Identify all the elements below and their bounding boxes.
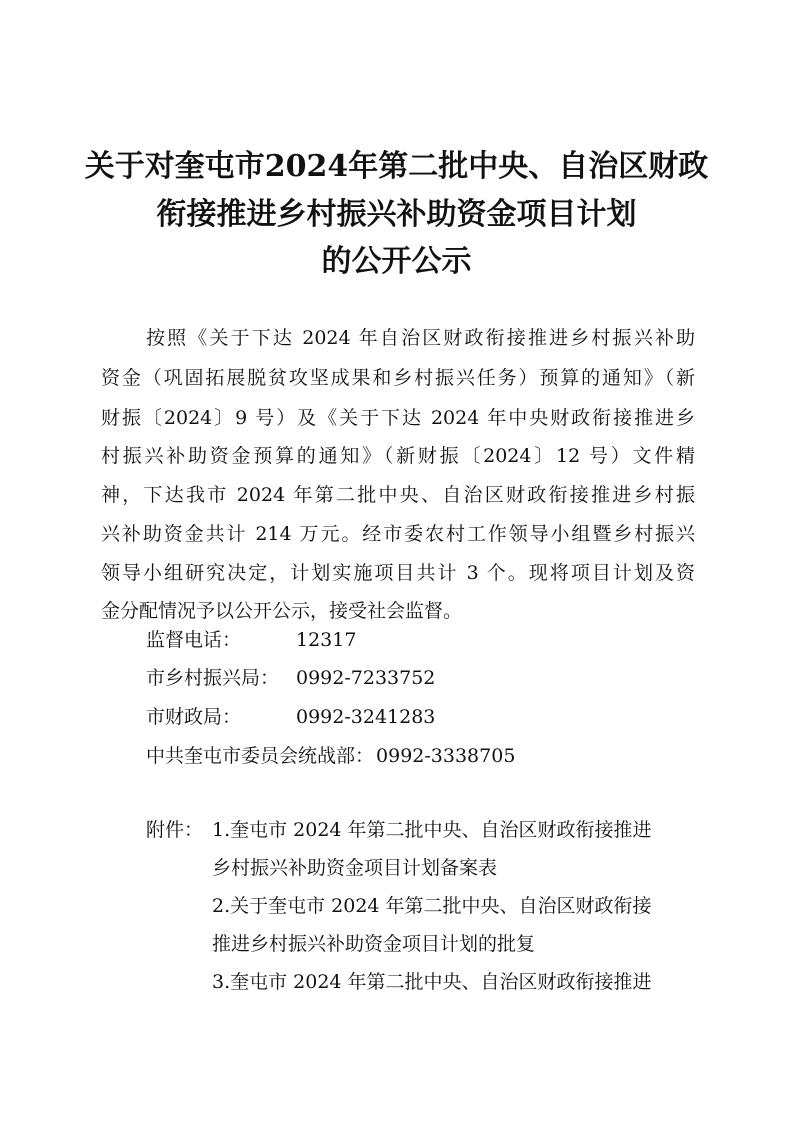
document-title-line-2: 衔接推进乡村振兴补助资金项目计划 bbox=[156, 197, 637, 232]
attachments-label: 附件： bbox=[146, 819, 204, 841]
contact-number: 0992-3338705 bbox=[376, 745, 516, 767]
contact-united-front-department bbox=[146, 743, 515, 769]
body-paragraph-line: 神，下达我市 2024 年第二批中央、自治区财政衔接推进乡村振 bbox=[101, 484, 695, 506]
contact-number: 0992-7233752 bbox=[296, 667, 436, 689]
body-paragraph-line: 兴补助资金共计 214 万元。经市委农村工作领导小组暨乡村振兴 bbox=[101, 523, 695, 545]
document-title-line-3: 的公开公示 bbox=[321, 244, 472, 279]
attachment-item-3: 3.奎屯市 2024 年第二批中央、自治区财政衔接推进 bbox=[212, 971, 652, 993]
contact-finance-bureau bbox=[146, 704, 436, 730]
body-paragraph-line: 金分配情况予以公开公示，接受社会监督。 bbox=[101, 600, 463, 622]
contact-rural-revitalization-bureau bbox=[146, 665, 436, 691]
contact-number: 0992-3241283 bbox=[296, 706, 436, 728]
body-paragraph-line: 领导小组研究决定，计划实施项目共计 3 个。现将项目计划及资 bbox=[101, 562, 695, 584]
attachment-item-2-continued: 推进乡村振兴补助资金项目计划的批复 bbox=[212, 933, 536, 955]
attachment-item-1-continued: 乡村振兴补助资金项目计划备案表 bbox=[212, 857, 498, 879]
contact-number: 12317 bbox=[296, 629, 357, 651]
contact-label: 中共奎屯市委员会统战部： bbox=[146, 745, 375, 767]
contact-label: 市财政局： bbox=[146, 706, 242, 728]
attachment-item-1: 1.奎屯市 2024 年第二批中央、自治区财政衔接推进 bbox=[212, 819, 652, 841]
attachment-item-2: 2.关于奎屯市 2024 年第二批中央、自治区财政衔接 bbox=[212, 895, 652, 917]
body-paragraph-line: 村振兴补助资金预算的通知》（新财振〔2024〕12 号）文件精 bbox=[101, 445, 695, 467]
document-title-line-1: 关于对奎屯市2024年第二批中央、自治区财政 bbox=[84, 149, 709, 184]
body-paragraph-line: 资金（巩固拓展脱贫攻坚成果和乡村振兴任务）预算的通知》（新 bbox=[101, 367, 695, 389]
contact-supervision-phone bbox=[146, 627, 357, 653]
contact-label: 市乡村振兴局： bbox=[146, 667, 280, 689]
body-paragraph-line: 财振〔2024〕9 号）及《关于下达 2024 年中央财政衔接推进乡 bbox=[101, 407, 695, 429]
contact-label: 监督电话： bbox=[146, 629, 242, 651]
body-paragraph-line: 按照《关于下达 2024 年自治区财政衔接推进乡村振兴补助 bbox=[146, 327, 695, 349]
